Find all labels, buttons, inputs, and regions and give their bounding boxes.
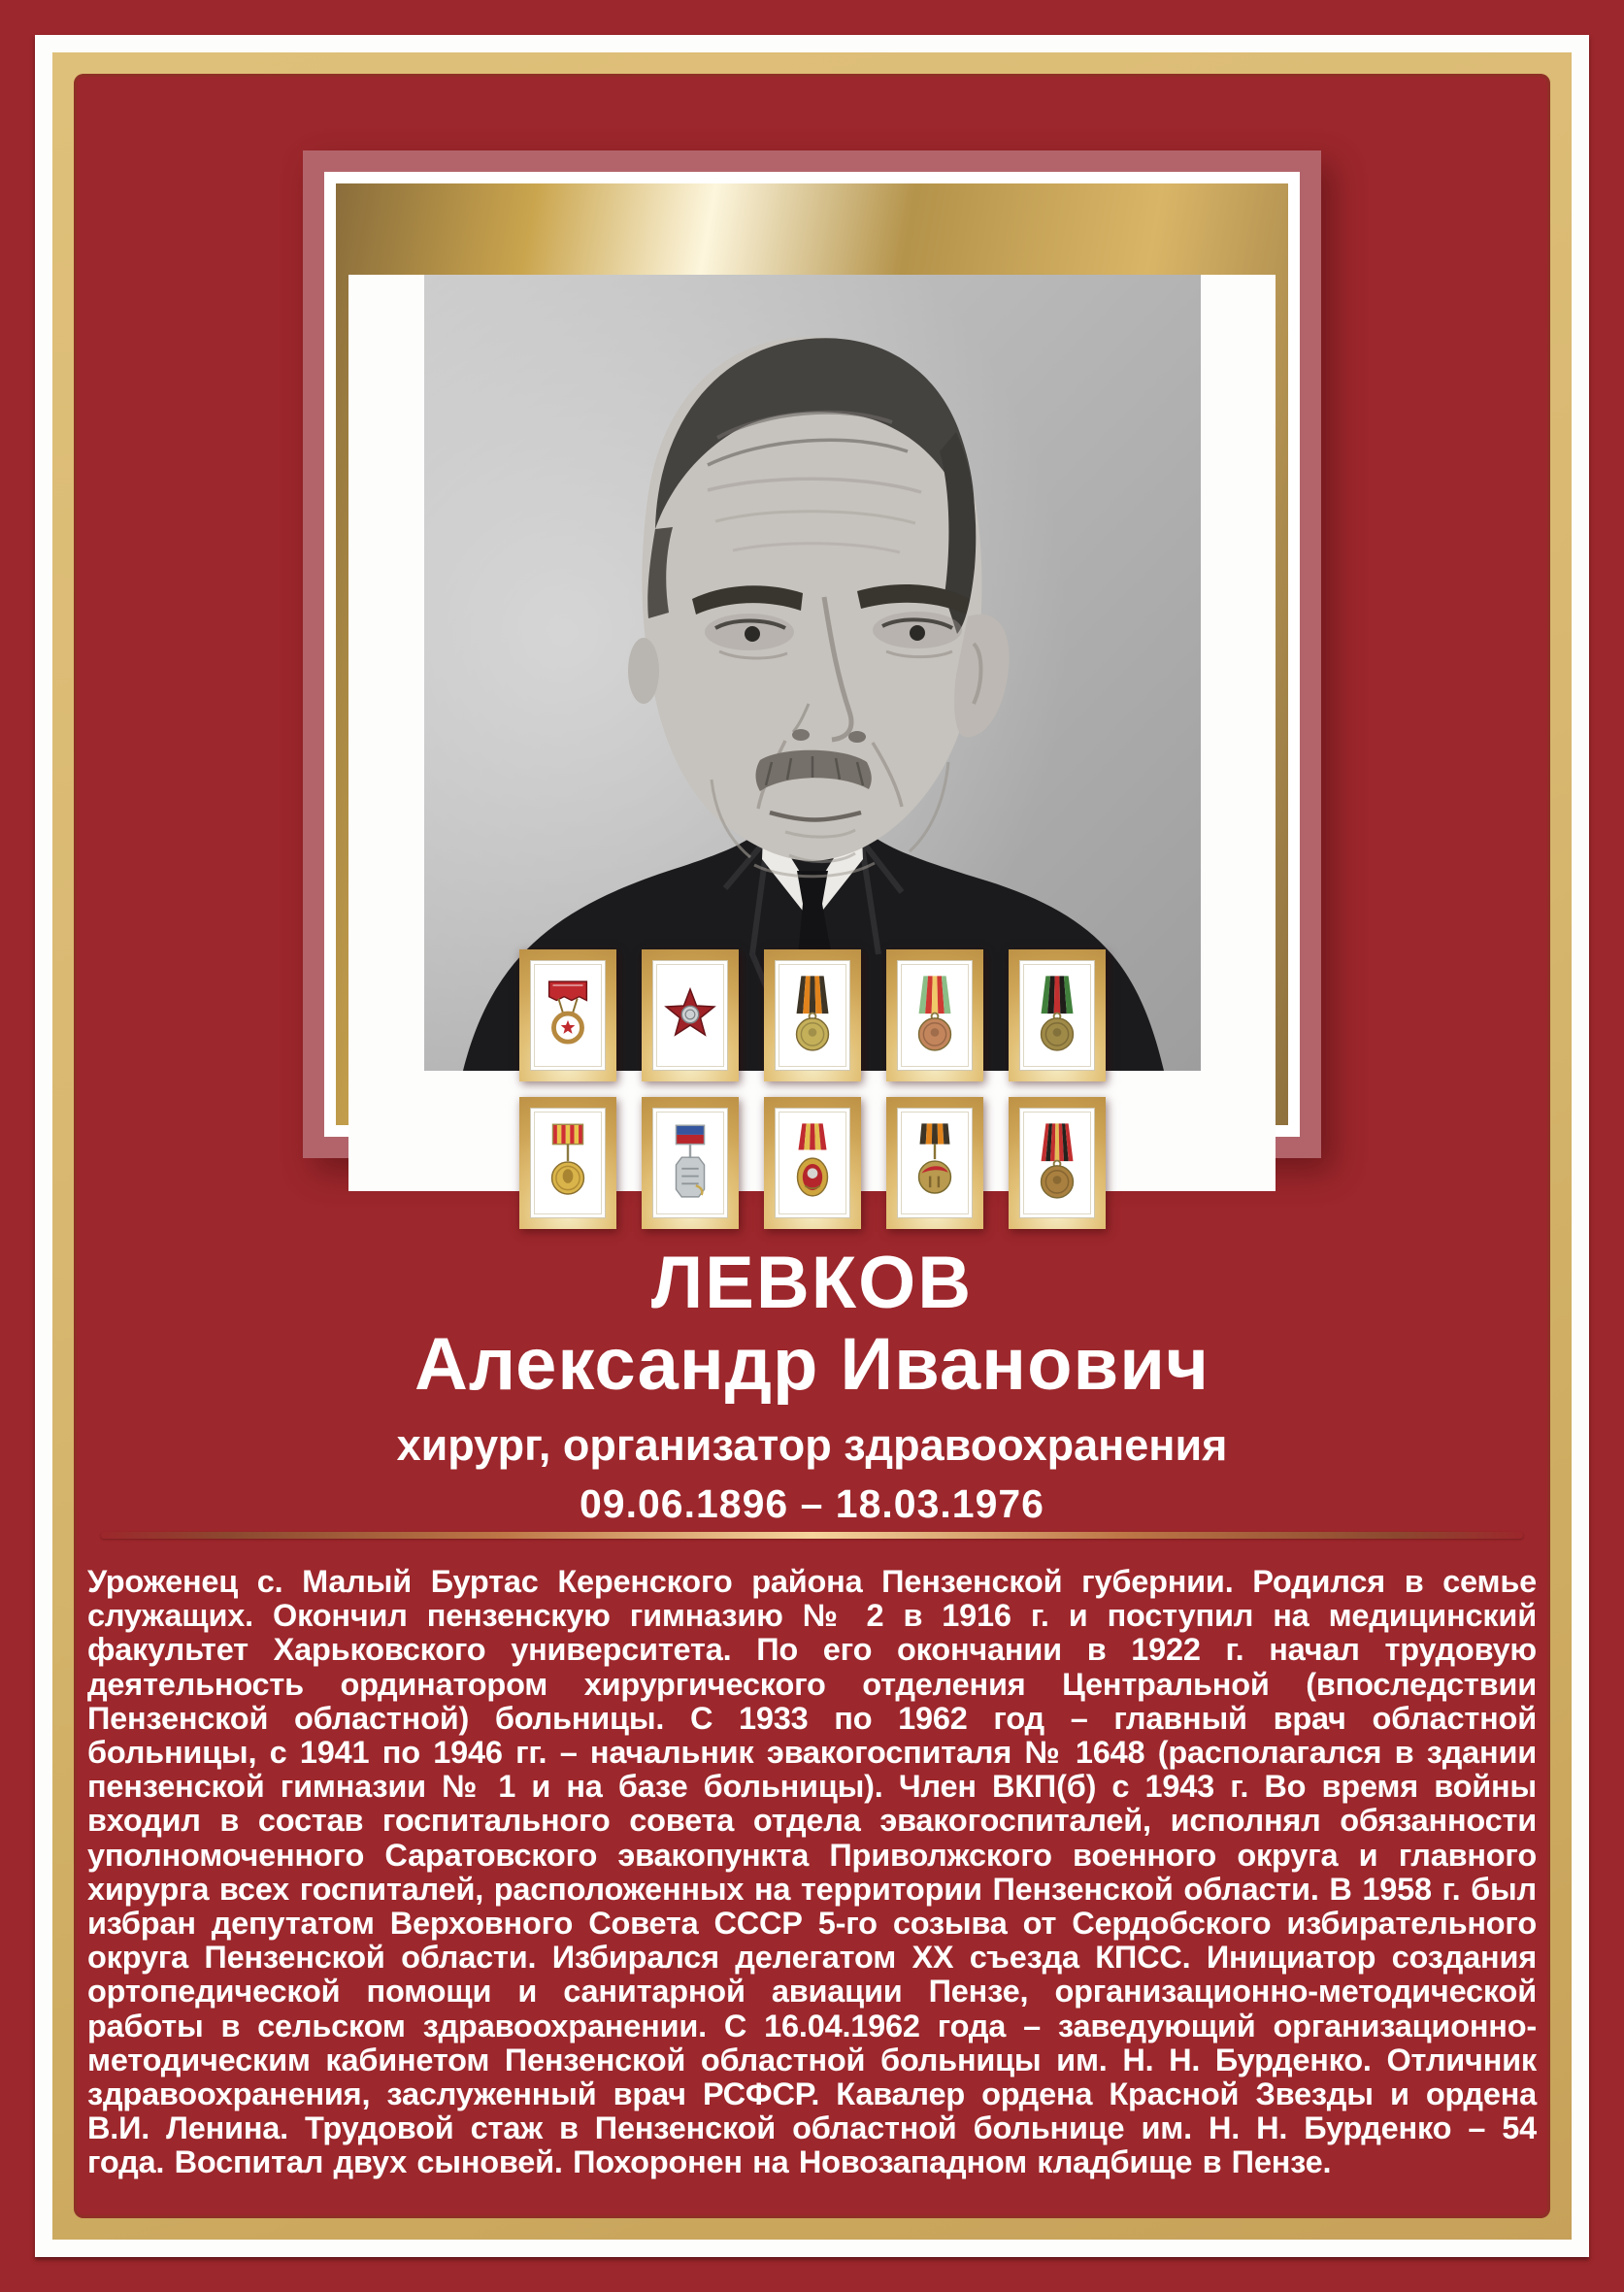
biography-text: Уроженец с. Малый Буртас Керенского района Пензенской губернии. Родился в семье служащих. Окончил пензенскую гимназию № 2 в 1916 г. и поступил на медицинский факультет Харьковского университета. По его окончании в 1922 г. начал трудовую деятельность ординатором хирургического отделения Центральной (впоследствии Пензенской областной) больницы. С 1933 по 1962 год – главный врач областной больницы, с 1941 по 1946 гг. – начальник эвакогоспиталя № 1648 (располагался в здании пензенской гимназии № 1 и на базе больницы). Член ВКП(б) с 1943 г. Во время войны входил в состав госпитального совета отдела эвакогоспиталей, исполнял обязанности уполномоченного Саратовского эвакопункта Приволжского военного округа и главного хирурга всех госпиталей, расположенных на территории Пензенской области. В 1958 г. был избран депутатом Верховного Совета СССР 5-го созыва от Сердобского избирательного округа Пензенской области. Избирался делегатом XX съезда КПСС. Инициатор создания ортопедической помощи и санитарной авиации Пензе, организационно-методической работы в сельском здравоохранении. С 16.04.1962 года – заведующий организационно-методическим кабинетом Пензенской областной больницы им. Н. Н. Бурденко. Отличник здравоохранения, заслуженный врач РСФСР. Кавалер ордена Красной Звезды и ордена В.И. Ленина. Трудовой стаж в Пензенской областной больнице им. Н. Н. Бурденко – 54 года. Воспитал двух сыновей. Похоронен на Новозападном кладбище в Пензе. xyxy=(87,1564,1537,2180)
surname: ЛЕВКОВ xyxy=(650,1242,974,1324)
medal-mat xyxy=(530,1108,606,1218)
medal-mat xyxy=(897,960,973,1071)
order-of-the-red-banner-of-labour-icon xyxy=(519,949,616,1081)
medal-mat xyxy=(1019,1108,1095,1218)
given-names: Александр Иванович xyxy=(414,1323,1210,1406)
badge-of-honour-icon xyxy=(886,1097,983,1229)
medal-mat xyxy=(652,1108,728,1218)
medal-mat xyxy=(897,1108,973,1218)
medal-mat xyxy=(652,960,728,1071)
jubilee-medal-20-years-of-victory-icon xyxy=(1009,949,1106,1081)
medal-row-bottom xyxy=(74,1097,1550,1229)
medal-lenin-centenary-labour-icon xyxy=(519,1097,616,1229)
medal-for-valiant-labour-in-wwii-icon xyxy=(886,949,983,1081)
medal-for-victory-over-germany-icon xyxy=(764,949,861,1081)
poster-panel xyxy=(74,74,1550,2218)
medal-mat xyxy=(775,960,850,1071)
profession-subtitle: хирург, организатор здравоохранения xyxy=(396,1420,1228,1470)
outer-gold-border xyxy=(52,52,1572,2240)
medal-row-top xyxy=(74,949,1550,1081)
jubilee-medal-30-years-of-victory-icon xyxy=(1009,1097,1106,1229)
outer-white-border xyxy=(35,35,1589,2257)
medal-mat xyxy=(530,960,606,1071)
title-block xyxy=(74,1244,1550,1527)
order-of-the-red-star-icon xyxy=(642,949,739,1081)
life-dates: 09.06.1896 – 18.03.1976 xyxy=(580,1481,1044,1526)
badge-excellent-worker-of-public-health-icon xyxy=(642,1097,739,1229)
order-of-lenin-icon xyxy=(764,1097,861,1229)
medal-mat xyxy=(775,1108,850,1218)
medal-mat xyxy=(1019,960,1095,1071)
gold-divider-rule xyxy=(101,1532,1523,1539)
